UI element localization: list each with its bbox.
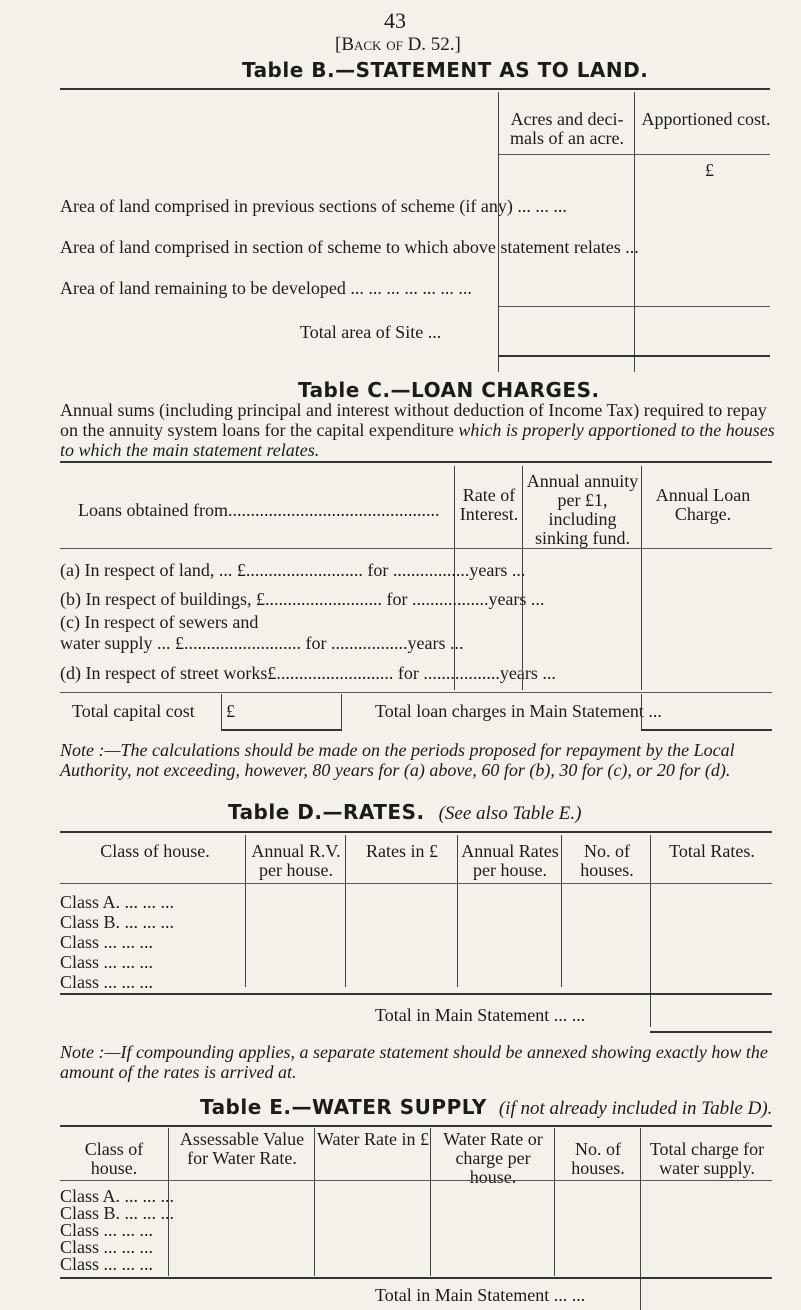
table-b-total-rule [498, 306, 770, 307]
table-d-divider-1 [245, 835, 246, 987]
table-b-row-previous: Area of land comprised in previous sections of scheme (if any) ... ... ... [60, 196, 567, 216]
table-c-divider-2b [522, 616, 523, 690]
table-d-col-class: Class of house. [100, 841, 210, 861]
table-b-row-current: Area of land comprised in section of scheme to which above statement relates ... [60, 237, 639, 257]
table-c-intro-plain: Annual sums (including principal and interest without deduction of Income Tax) required to repay on the annuity system loans for the capital expenditure [60, 400, 767, 440]
page-number: 43 [384, 8, 406, 33]
table-d-divider-3 [457, 835, 458, 987]
table-c-total-charges: Total loan charges in Main Statement ... [375, 701, 662, 721]
table-e-col-rate: Water Rate in £ [316, 1129, 429, 1149]
table-d-body-rule [60, 993, 772, 995]
table-e-divider-4 [554, 1128, 555, 1276]
table-e-col-charge: Water Rate or charge per house. [443, 1129, 543, 1187]
table-d-header-rule [60, 883, 772, 884]
back-of-reference: [Back of D. 52.] [335, 34, 461, 55]
table-b-top-rule [60, 88, 770, 90]
table-e-row-b: Class B. ... ... ... [60, 1203, 175, 1223]
table-b-bottom-rule [498, 355, 770, 357]
table-d-col-houses: No. of houses. [580, 841, 634, 880]
table-c-cost-box-right [341, 694, 342, 730]
table-d-col-total: Total Rates. [669, 841, 755, 861]
table-b-divider-2 [634, 92, 635, 372]
table-e-top-rule [60, 1125, 772, 1127]
table-d-row-c: Class ... ... ... [60, 932, 154, 952]
table-e-divider-2 [314, 1128, 315, 1276]
table-d-see-also: (See also Table E.) [438, 803, 582, 824]
table-d-row-e: Class ... ... ... [60, 972, 154, 992]
table-b-col-acres: Acres and deci- mals of an acre. [510, 109, 624, 148]
table-c-charges-bottom [641, 729, 772, 731]
table-c-total-currency: £ [226, 701, 235, 721]
table-c-col-rate: Rate of Interest. [459, 485, 519, 524]
table-c-col-charge: Annual Loan Charge. [655, 485, 751, 524]
table-c-col-annuity: Annual annuity per £1, including sinking fund. [526, 471, 639, 548]
table-c-col-loans: Loans obtained from............................................... [78, 500, 440, 520]
table-c-row-land: (a) In respect of land, ... £.......................... for .................years ... [60, 560, 526, 580]
table-d-col-rates-in: Rates in £ [366, 841, 438, 861]
table-e-col-houses: No. of houses. [571, 1139, 625, 1178]
table-c-intro-italic: which is properly apportioned to the houses to which the main statement relates. [60, 420, 775, 460]
table-e-row-c: Class ... ... ... [60, 1220, 154, 1240]
table-e-heading [200, 1095, 772, 1120]
table-c-header-rule [60, 548, 772, 549]
table-c-charges-divider [641, 694, 642, 730]
table-d-col-annual-rates: Annual Rates per house. [461, 841, 559, 880]
table-e-row-e: Class ... ... ... [60, 1254, 154, 1274]
table-e-total: Total in Main Statement ... ... [375, 1285, 586, 1305]
table-e-divider-3 [430, 1128, 431, 1276]
table-b-divider-1 [498, 92, 499, 372]
table-c-cost-box-left [221, 694, 222, 730]
table-c-total-cost: Total capital cost [72, 701, 195, 721]
table-d-row-d: Class ... ... ... [60, 952, 154, 972]
table-b-col-cost: Apportioned cost. [641, 109, 771, 129]
table-e-col-value: Assessable Value for Water Rate. [179, 1129, 305, 1168]
table-c-title: Table C.—LOAN CHARGES. [298, 378, 600, 402]
table-b-title: Table B.—STATEMENT AS TO LAND. [242, 58, 649, 82]
table-c-divider-1b [454, 616, 455, 690]
table-c-divider-3b [641, 616, 642, 690]
table-b-row-remaining: Area of land remaining to be developed ... ... ... ... ... ... ... [60, 278, 472, 298]
table-d-row-b: Class B. ... ... ... [60, 912, 175, 932]
table-d-note: Note :—If compounding applies, a separate statement should be annexed showing exactly how the amount of the rates is arrived at. [60, 1042, 768, 1082]
table-d-divider-4 [561, 835, 562, 987]
table-d-top-rule [60, 831, 772, 833]
table-e-title: Table E.—WATER SUPPLY [200, 1095, 487, 1119]
table-d-total: Total in Main Statement ... ... [375, 1005, 586, 1025]
table-d-title: Table D.—RATES. [228, 800, 425, 824]
table-d-row-a: Class A. ... ... ... [60, 892, 175, 912]
table-b-total-label: Total area of Site ... [300, 322, 442, 342]
table-c-divider-3 [641, 466, 642, 616]
table-e-body-rule [60, 1277, 772, 1279]
table-c-row-sewers: (c) In respect of sewers and [60, 612, 259, 632]
table-c-row-buildings: (b) In respect of buildings, £.......................... for .................years ... [60, 589, 545, 609]
table-c-cost-box-bottom [221, 729, 342, 731]
table-c-note: Note :—The calculations should be made on the periods proposed for repayment by the Local Authority, not exceeding, however, 80 years for (a) above, 60 for (b), 30 for (c), or 20 for (d). [60, 740, 735, 780]
table-d-total-rule [650, 1031, 772, 1033]
table-c-intro [60, 400, 780, 460]
table-c-total-rule [60, 692, 772, 693]
table-d-col-rv: Annual R.V. per house. [251, 841, 341, 880]
table-b-currency: £ [705, 160, 714, 180]
table-d-divider-5 [650, 835, 651, 1027]
table-c-row-water: water supply ... £.......................... for .................years ... [60, 633, 464, 653]
table-e-subtitle: (if not already included in Table D). [498, 1098, 773, 1119]
table-e-col-total: Total charge for water supply. [649, 1139, 765, 1178]
table-e-header-rule [60, 1180, 772, 1181]
table-d-divider-2 [345, 835, 346, 987]
table-e-row-d: Class ... ... ... [60, 1237, 154, 1257]
table-e-row-a: Class A. ... ... ... [60, 1186, 175, 1206]
table-d-heading [228, 800, 581, 825]
table-c-row-street: (d) In respect of street works£.......................... for .................years ... [60, 663, 556, 683]
table-e-col-class: Class of house. [84, 1139, 144, 1178]
table-e-divider-5 [640, 1128, 641, 1310]
table-c-top-rule [60, 461, 772, 463]
table-b-header-rule [498, 154, 770, 155]
